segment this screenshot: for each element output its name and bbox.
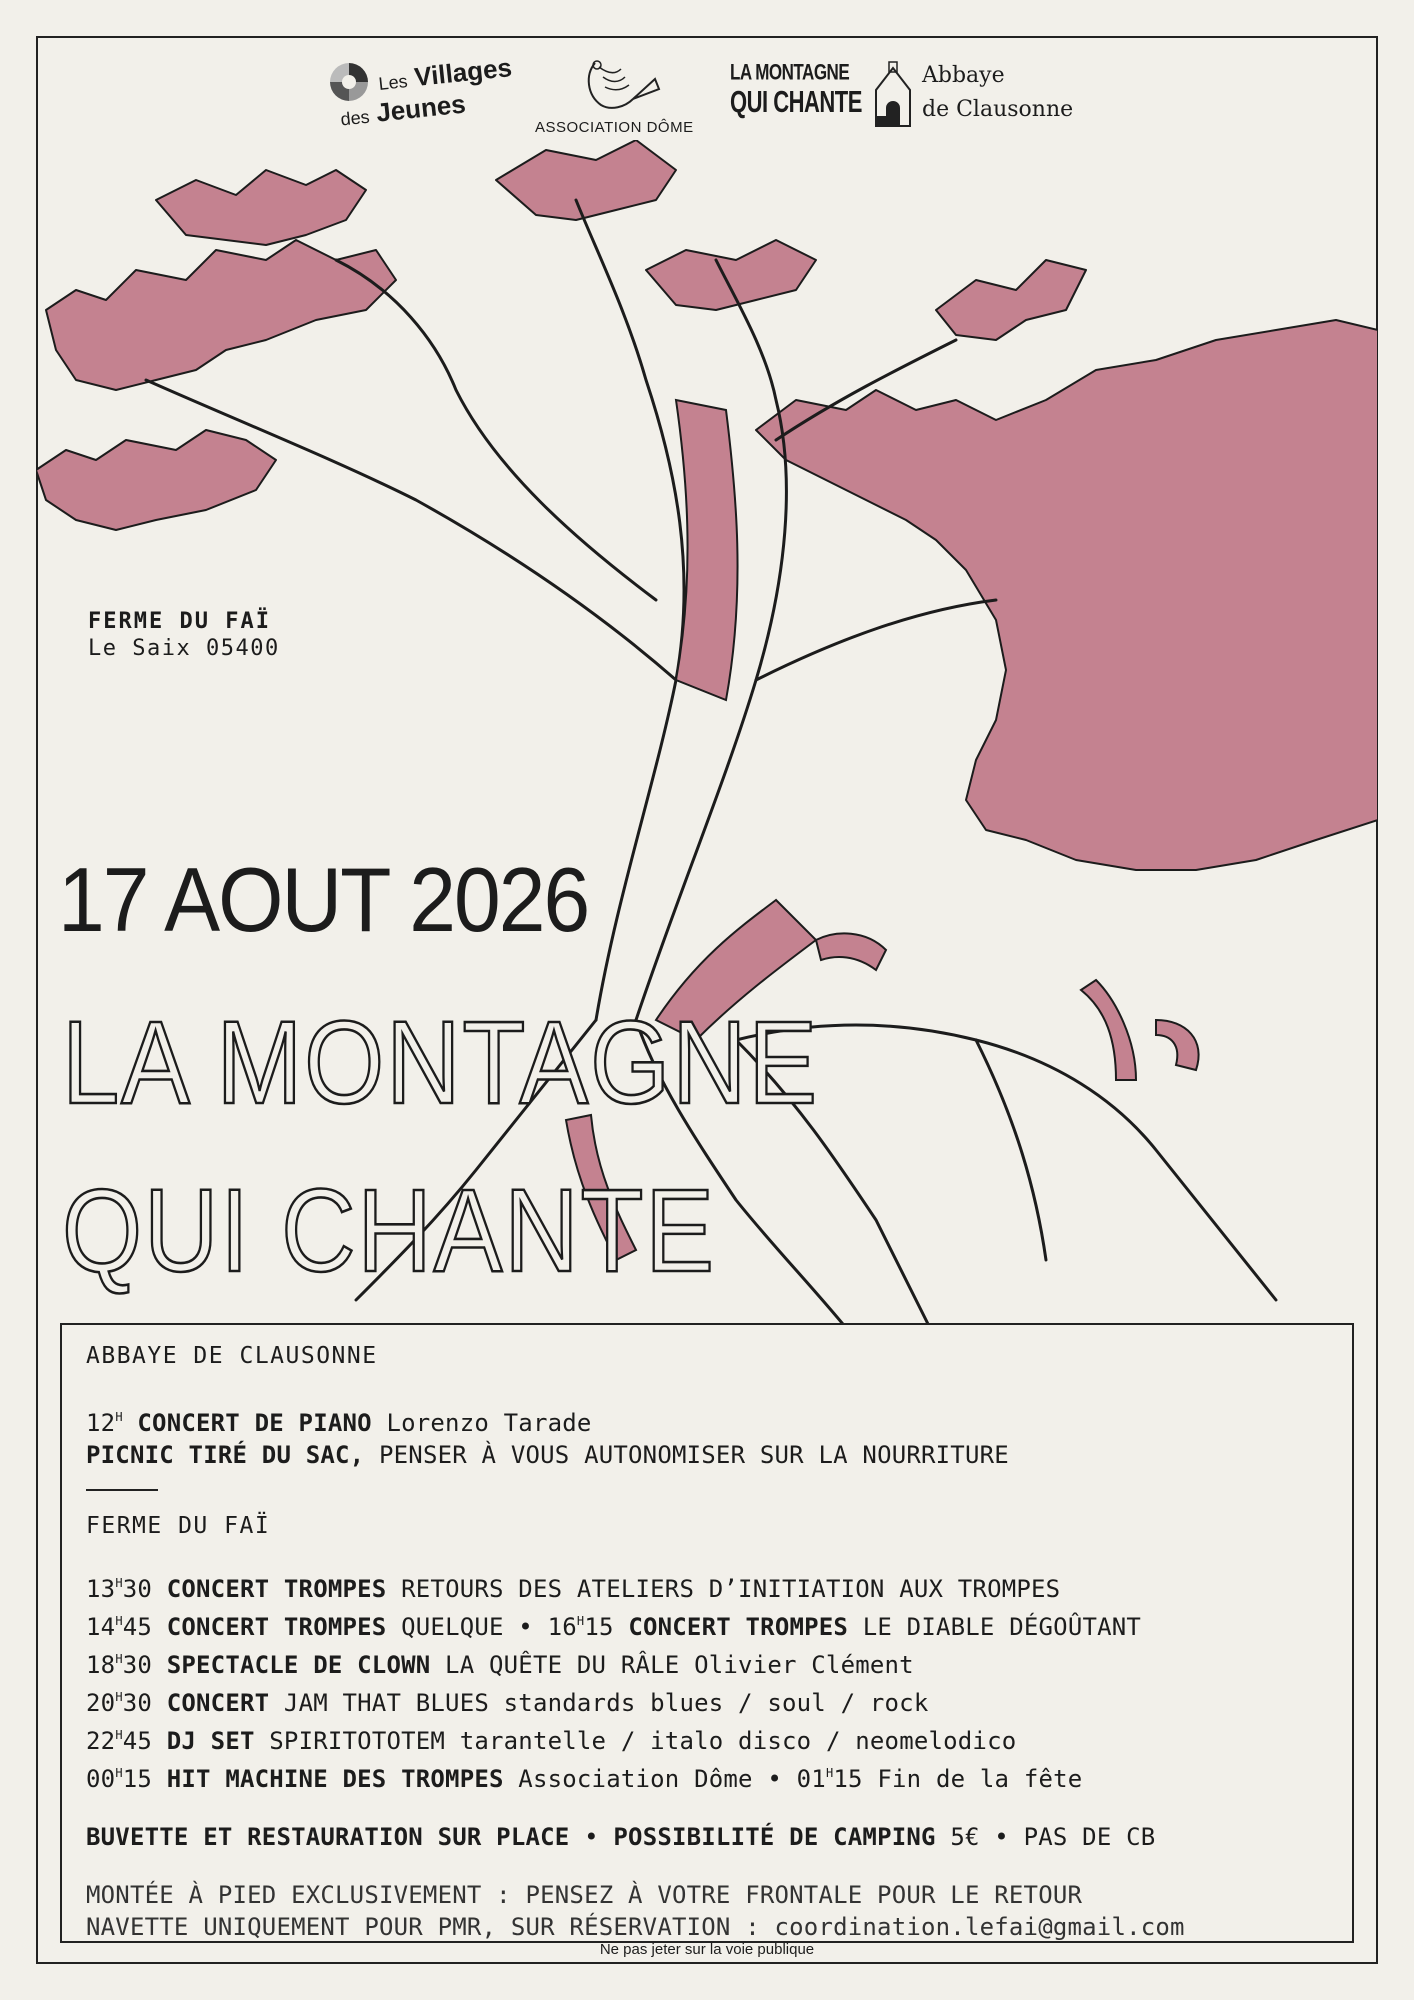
logo-association-dome [535, 55, 694, 145]
program-row: $14^H45$ CONCERT TROMPES QUELQUE • $16^H15$ CONCERT TROMPES LE DIABLE DÉGOÛTANT [86, 1613, 1142, 1641]
program-detail: Fin de la fête [862, 1765, 1083, 1793]
program-detail: JAM THAT BLUES standards blues / soul / rock [269, 1689, 929, 1717]
program-detail: SPIRITOTOTEM tarantelle / italo disco / neomelodico [254, 1727, 1017, 1755]
time-hour: 00 [86, 1765, 116, 1793]
program-detail: QUELQUE • 16 [386, 1613, 577, 1641]
venue-place: Le Saix 05400 [88, 636, 280, 661]
time-minute: 30 [122, 1689, 153, 1717]
time-hour: 14 [86, 1613, 116, 1641]
time-hour: 22 [86, 1727, 116, 1755]
time-hour: 18 [86, 1651, 116, 1679]
shuttle-info: NAVETTE UNIQUEMENT POUR PMR, SUR RÉSERVATION : coordination.lefai@gmail.com [86, 1913, 1185, 1941]
program-detail: PENSER À VOUS AUTONOMISER SUR LA NOURRITURE [364, 1441, 1009, 1469]
partner-logos [320, 52, 1100, 145]
logo-text: Les [377, 71, 409, 94]
event-title-line2: QUI CHANTE [62, 1165, 716, 1297]
program-row: $18^H30$ SPECTACLE DE CLOWN LA QUÊTE DU RÂLE Olivier Clément [86, 1651, 914, 1679]
abbey-icon [870, 60, 916, 130]
program-act: CONCERT TROMPES [166, 1575, 387, 1603]
program-detail: 5€ • PAS DE CB [935, 1823, 1156, 1851]
time-hour: 12 [86, 1409, 116, 1437]
program-detail: Association Dôme • 01 [503, 1765, 826, 1793]
venue-name: FERME DU FAÏ [88, 609, 271, 634]
program-act: CONCERT TROMPES [628, 1613, 849, 1641]
program-row [86, 1439, 1332, 1471]
program-act: DJ SET [166, 1727, 255, 1755]
program-act: PICNIC TIRÉ DU SAC, [86, 1441, 365, 1469]
time-hour: 20 [86, 1689, 116, 1717]
program-detail: LA QUÊTE DU RÂLE Olivier Clément [430, 1651, 914, 1679]
program-act: SPECTACLE DE CLOWN [166, 1651, 431, 1679]
logo-la-montagne-qui-chante [730, 55, 862, 145]
logo-text: des [339, 106, 371, 130]
time-minute: 30 [122, 1651, 153, 1679]
program-act: POSSIBILITÉ DE CAMPING [613, 1823, 936, 1851]
section-heading-abbaye: ABBAYE DE CLAUSONNE [86, 1343, 378, 1369]
time-minute: 15 [122, 1765, 153, 1793]
program-detail: Lorenzo Tarade [371, 1409, 592, 1437]
venue-info [88, 608, 280, 662]
program-act: CONCERT TROMPES [166, 1613, 387, 1641]
logo-abbaye-de-clausonne [870, 55, 1100, 145]
time-hour: 13 [86, 1575, 116, 1603]
program-row: $20^H30$ CONCERT JAM THAT BLUES standards blues / soul / rock [86, 1689, 929, 1717]
logo-les-villages-des-jeunes [330, 52, 530, 145]
program-row: $12^H$ CONCERT DE PIANO Lorenzo Tarade [86, 1409, 592, 1437]
program-act: CONCERT [166, 1689, 270, 1717]
program-act: BUVETTE ET RESTAURATION SUR PLACE [86, 1823, 570, 1851]
time-minute: 45 [122, 1727, 153, 1755]
event-title-line1: LA MONTAGNE [62, 997, 819, 1129]
program-act: CONCERT DE PIANO [137, 1409, 372, 1437]
logo-text: QUI CHANTE [730, 83, 862, 119]
program-act: HIT MACHINE DES TROMPES [166, 1765, 504, 1793]
logo-text: Villages [412, 52, 514, 93]
time-minute: 15 [584, 1613, 614, 1641]
time-minute: 45 [122, 1613, 153, 1641]
time-minute: 15 [833, 1765, 863, 1793]
logo-text: Jeunes [374, 88, 468, 128]
program-detail: LE DIABLE DÉGOÛTANT [848, 1613, 1142, 1641]
program-row: $22^H45$ DJ SET SPIRITOTOTEM tarantelle / italo disco / neomelodico [86, 1727, 1017, 1755]
time-minute: 30 [122, 1575, 153, 1603]
separator: • [569, 1823, 614, 1851]
logo-text: LA MONTAGNE [730, 60, 850, 85]
access-info: MONTÉE À PIED EXCLUSIVEMENT : PENSEZ À VOTRE FRONTALE POUR LE RETOUR [86, 1881, 1083, 1909]
swirl-icon [330, 63, 368, 101]
logo-text: de Clausonne [922, 97, 1074, 122]
logo-text: ASSOCIATION DÔME [535, 119, 694, 136]
section-heading-ferme: FERME DU FAÏ [86, 1513, 271, 1539]
program-detail: RETOURS DES ATELIERS D’INITIATION AUX TROMPES [386, 1575, 1061, 1603]
divider [86, 1489, 158, 1491]
logo-text: Abbaye [922, 63, 1005, 88]
event-date: 17 AOUT 2026 [58, 849, 589, 951]
horn-bird-icon [555, 55, 665, 117]
program-box [60, 1323, 1354, 1943]
program-row: $13^H30$ CONCERT TROMPES RETOURS DES ATELIERS D’INITIATION AUX TROMPES [86, 1575, 1061, 1603]
buvette-info [86, 1821, 1332, 1853]
program-row: $00^H15$ HIT MACHINE DES TROMPES Association Dôme • $01^H15$ Fin de la fête [86, 1765, 1083, 1793]
footer-notice: Ne pas jeter sur la voie publique [599, 1941, 815, 1958]
